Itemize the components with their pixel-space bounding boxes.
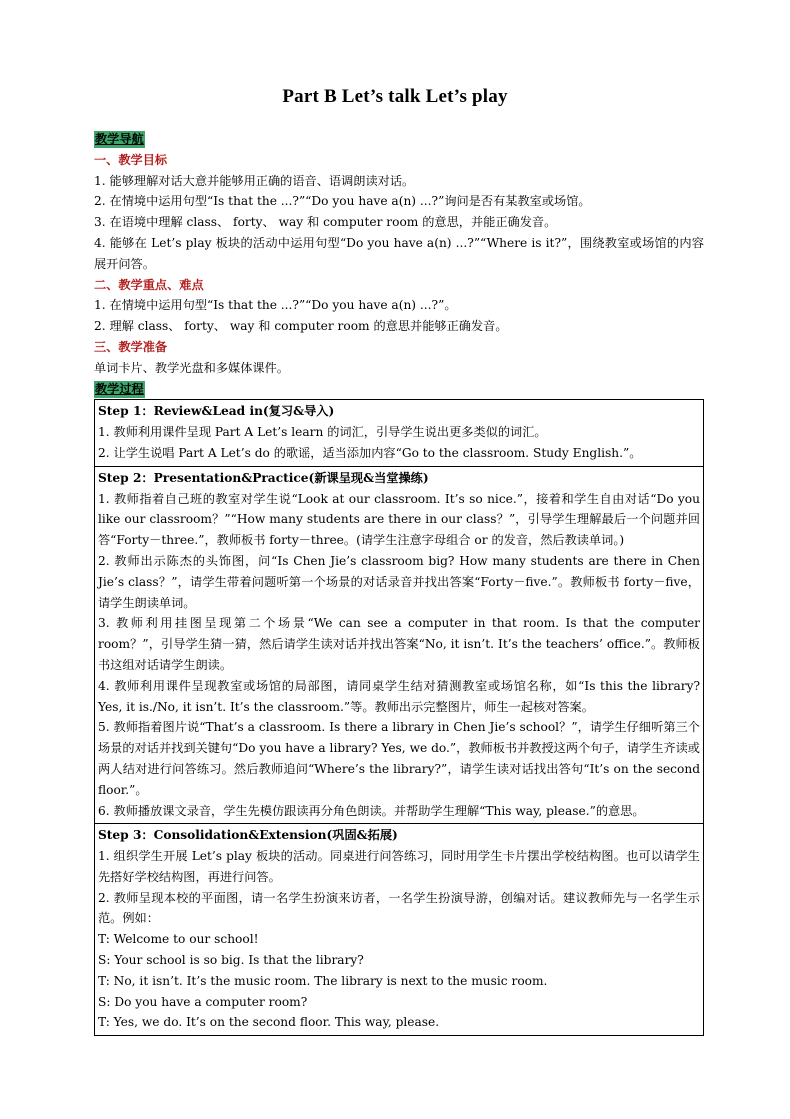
goal-item: 2. 在情境中运用句型“Is that the ...?”“Do you have a(n) ...?”询问是否有某教室或场馆。 bbox=[94, 194, 591, 209]
step-line: 6. 教师播放课文录音，学生先模仿跟读再分角色朗读。并帮助学生理解“This way, please.”的意思。 bbox=[98, 803, 645, 818]
dialogue-line: S: Your school is so big. Is that the library? bbox=[98, 953, 364, 968]
step-cell bbox=[95, 400, 704, 466]
goal-item: 4. 能够在 Let’s play 板块的活动中运用句型“Do you have a(n) ...?”“Where is it?”，围绕教室或场馆的内容展开问答。 bbox=[94, 235, 704, 271]
step-heading: Step 1：Review&Lead in(复习&导入) bbox=[98, 404, 335, 419]
dialogue-line: T: No, it isn’t. It’s the music room. The library is next to the music room. bbox=[98, 973, 548, 988]
step-line: 2. 让学生说唱 Part A Let’s do 的歌谣，适当添加内容“Go to the classroom. Study English.”。 bbox=[98, 445, 642, 460]
step-heading: Step 3：Consolidation&Extension(巩固&拓展) bbox=[98, 828, 398, 843]
key-point-item: 2. 理解 class、 forty、 way 和 computer room 的意思并能够正确发音。 bbox=[94, 319, 508, 334]
key-points-heading: 二、教学重点、难点 bbox=[94, 277, 204, 292]
step-line: 1. 教师指着自己班的教室对学生说“Look at our classroom. It’s so nice.”，接着和学生自由对话“Do you like our classroom？”“How many students are there in our class？”，引导学生理解最后一个问题并回答“Forty－three.”，教师板书 forty－three。(请学生注意字母组合 or 的发音，然后教读单词。) bbox=[98, 491, 700, 548]
step-line: 3. 教师利用挂图呈现第二个场景“We can see a computer in that room. Is that the computer room？”，引导学生猜一猜，然后请学生读对话并找出答案“No, it isn’t. It’s the teachers’ office.”。教师板书这组对话请学生朗读。 bbox=[98, 616, 700, 672]
dialogue-line: S: Do you have a computer room? bbox=[98, 994, 308, 1009]
guide-label: 教学导航 bbox=[95, 132, 144, 146]
step-line: 2. 教师出示陈杰的头饰图，问“Is Chen Jie’s classroom big? How many students are there in Chen Jie’s class？”，请学生带着问题听第一个场景的对话录音并找出答案“Forty－five.”。教师板书 forty－five，请学生朗读单词。 bbox=[98, 553, 700, 610]
page-title: Part B Let’s talk Let’s play bbox=[282, 86, 508, 107]
step-line: 2. 教师呈现本校的平面图，请一名学生扮演来访者，一名学生扮演导游，创编对话。建议教师先与一名学生示范。例如： bbox=[98, 890, 700, 926]
process-table bbox=[94, 399, 704, 1036]
prep-heading: 三、教学准备 bbox=[94, 339, 168, 354]
step-line: 1. 教师利用课件呈现 Part A Let’s learn 的词汇，引导学生说出更多类似的词汇。 bbox=[98, 425, 547, 440]
dialogue-line: T: Yes, we do. It’s on the second floor. This way, please. bbox=[98, 1015, 440, 1030]
goal-item: 1. 能够理解对话大意并能够用正确的语音、语调朗读对话。 bbox=[94, 173, 415, 188]
table-row bbox=[95, 400, 704, 466]
step-cell bbox=[95, 466, 704, 824]
table-row bbox=[95, 466, 704, 824]
step-line: 1. 组织学生开展 Let’s play 板块的活动。同桌进行问答练习，同时用学生卡片摆出学校结构图。也可以请学生先搭好学校结构图，再进行问答。 bbox=[98, 849, 700, 884]
dialogue-line: T: Welcome to our school! bbox=[98, 932, 259, 947]
goal-item: 3. 在语境中理解 class、 forty、 way 和 computer room 的意思，并能正确发音。 bbox=[94, 215, 557, 230]
table-row bbox=[95, 824, 704, 1036]
goals-heading: 一、教学目标 bbox=[94, 152, 168, 167]
step-line: 4. 教师利用课件呈现教室或场馆的局部图，请同桌学生结对猜测教室或场馆名称，如“Is this the library? Yes, it is./No, it isn’t. It’s the classroom.”等。教师出示完整图片，师生一起核对答案。 bbox=[98, 678, 700, 714]
prep-text: 单词卡片、教学光盘和多媒体课件。 bbox=[94, 360, 289, 375]
step-cell bbox=[95, 824, 704, 1036]
key-point-item: 1. 在情境中运用句型“Is that the ...?”“Do you have a(n) ...?”。 bbox=[94, 298, 457, 313]
step-heading: Step 2：Presentation&Practice(新课呈现&当堂操练) bbox=[98, 470, 429, 485]
step-line: 5. 教师指着图片说“That’s a classroom. Is there a library in Chen Jie’s school？”，请学生仔细听第三个场景的对话并找到关键句“Do you have a library? Yes, we do.”，教师板书并教授这两个句子，请学生齐读或两人结对进行问答练习。然后教师追问“Where’s the library?”，请学生读对话找出答句“It’s on the second floor.”。 bbox=[98, 720, 700, 797]
lesson-plan-content bbox=[94, 129, 704, 1036]
process-label: 教学过程 bbox=[95, 381, 144, 396]
